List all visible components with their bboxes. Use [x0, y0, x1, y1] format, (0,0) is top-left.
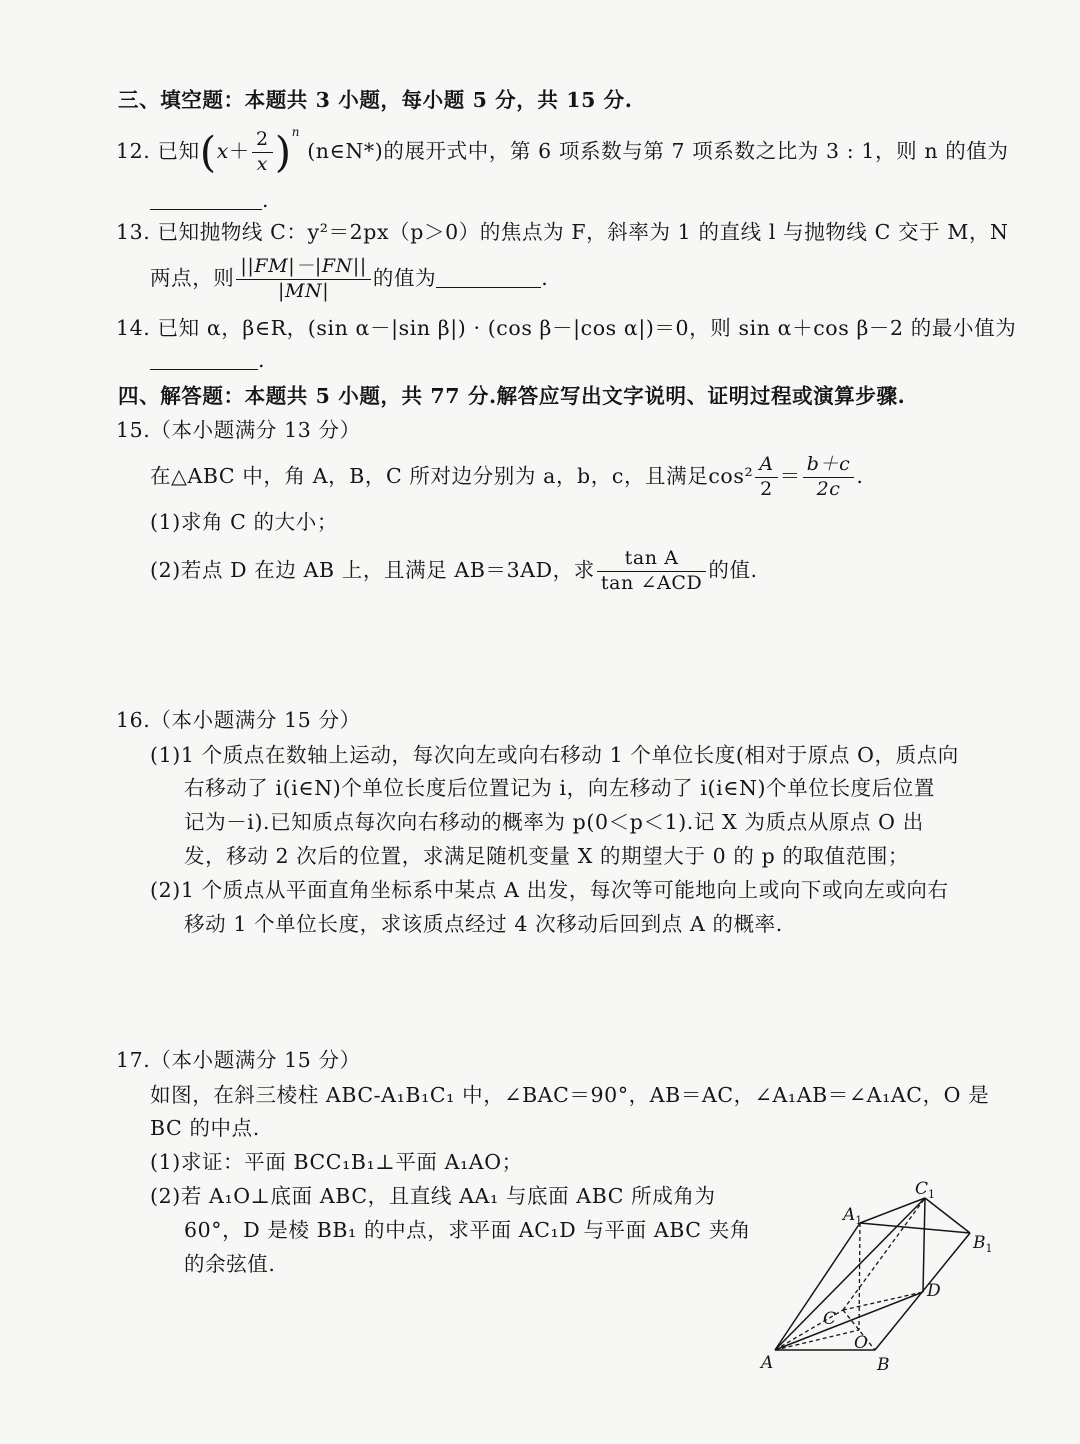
q17-line2: BC 的中点.: [150, 1116, 260, 1140]
q15-frac-tan-num: tan A: [597, 548, 706, 572]
question-13: [116, 222, 1009, 243]
q16-header: 16.（本小题满分 15 分）: [116, 708, 361, 732]
q15-frac-tan: [597, 548, 706, 595]
q15-frac-b-den: 2c: [816, 477, 841, 500]
q13-frac-num: ||FM|－|FN||: [236, 256, 370, 280]
q12-number: 12.: [116, 139, 151, 163]
q14-end: .: [258, 348, 266, 372]
q15-equals: ＝: [779, 463, 801, 488]
q16-line5: (2)1 个质点从平面直角坐标系中某点 A 出发，每次等可能地向上或向下或向左或向右: [150, 878, 949, 902]
q16-line3: 记为－i).已知质点每次向右移动的概率为 p(0＜p＜1).记 X 为质点从原点 O 出: [184, 810, 924, 834]
q12-exponent: n: [291, 125, 301, 139]
q15-frac-tan-den: tan ∠ACD: [600, 571, 703, 594]
label-D: D: [927, 1281, 941, 1301]
q12-paren-left: (: [199, 127, 217, 177]
segment-AD: [775, 1292, 923, 1350]
q17-line1: 如图，在斜三棱柱 ABC-A₁B₁C₁ 中，∠BAC＝90°，AB＝AC，∠A₁AB＝∠A₁AC，O 是: [150, 1083, 990, 1107]
q12-frac-num: 2: [252, 129, 273, 153]
label-B: B: [877, 1355, 890, 1375]
q17-part2-line1: (2)若 A₁O⊥底面 ABC，且直线 AA₁ 与底面 ABC 所成角为: [150, 1184, 716, 1208]
q15-frac-a: [755, 454, 777, 501]
label-C: C: [823, 1309, 837, 1329]
q12-fraction: [252, 129, 273, 176]
q15-stem-text: 在△ABC 中，角 A，B，C 所对边分别为 a，b，c，且满足cos²: [150, 463, 754, 488]
q12-frac-den: x: [256, 153, 269, 175]
q14-line1: 已知 α，β∈R，(sin α－|sin β|) · (cos β－|cos α|)＝0，则 sin α＋cos β－2 的最小值为: [157, 316, 1017, 340]
q13-line1: 已知抛物线 C：y²＝2px（p＞0）的焦点为 F，斜率为 1 的直线 l 与抛物线 C 交于 M，N: [157, 220, 1009, 244]
edge-A1B1: [860, 1223, 970, 1233]
q16-line2: 右移动了 i(i∈N)个单位长度后位置记为 i，向左移动了 i(i∈N)个单位长度后位置: [184, 776, 935, 800]
q17-header: 17.（本小题满分 15 分）: [116, 1048, 361, 1072]
q16-line4: 发，移动 2 次后的位置，求满足随机变量 X 的期望大于 0 的 p 的取值范围；: [184, 844, 910, 868]
label-B1: $B_1$: [973, 1233, 993, 1255]
q13-end: .: [541, 265, 549, 290]
q13-fraction: [236, 256, 370, 303]
q13-line2: [150, 256, 548, 303]
q13-frac-den: |MN|: [277, 279, 330, 302]
q13-number: 13.: [116, 220, 151, 244]
q15-header: 15.（本小题满分 13 分）: [116, 418, 361, 442]
q14-number: 14.: [116, 316, 151, 340]
prism-figure: [755, 1178, 1005, 1388]
q15-frac-b-num: b＋c: [803, 454, 855, 478]
q16-line6: 移动 1 个单位长度，求该质点经过 4 次移动后回到点 A 的概率.: [184, 912, 783, 936]
q15-part1: (1)求角 C 的大小；: [150, 510, 338, 534]
q12-answer-blank[interactable]: [150, 209, 262, 210]
q15-frac-a-num: A: [755, 454, 777, 478]
q17-part2-line3: 的余弦值.: [184, 1252, 276, 1276]
edge-AA1: [775, 1223, 860, 1350]
segment-A1O-hidden: [859, 1223, 860, 1330]
section3-heading: 三、填空题：本题共 3 小题，每小题 5 分，共 15 分.: [118, 88, 633, 112]
label-O: O: [854, 1333, 868, 1353]
edge-C1B1: [925, 1198, 970, 1233]
label-C1: $C_1$: [915, 1179, 936, 1201]
q12-answer-line: [150, 190, 269, 211]
q15-part2-end: 的值.: [708, 557, 758, 582]
label-A: A: [761, 1353, 774, 1373]
q12-text-b: 的展开式中，第 6 项系数与第 7 项系数之比为 3 : 1，则 n 的值为: [383, 139, 1009, 163]
q12-text-a: 已知: [157, 139, 200, 163]
label-A1: $A_1$: [843, 1205, 863, 1227]
q15-stem: [150, 454, 863, 501]
q16-line1: (1)1 个质点在数轴上运动，每次向左或向右移动 1 个单位长度(相对于原点 O，质点向: [150, 743, 959, 767]
q12-x: x: [216, 139, 229, 163]
segment-C1D: [923, 1198, 925, 1292]
q13-answer-blank[interactable]: [436, 287, 541, 288]
q12-plus: ＋: [228, 139, 251, 163]
q14-answer-blank[interactable]: [150, 369, 258, 370]
q14-answer-line: [150, 350, 265, 371]
q15-part2-text: (2)若点 D 在边 AB 上，且满足 AB＝3AD，求: [150, 557, 595, 582]
question-12: [116, 126, 1009, 176]
q15-part2: [150, 548, 758, 595]
q15-frac-a-den: 2: [760, 477, 773, 500]
question-14: [116, 318, 1016, 339]
section4-heading: 四、解答题：本题共 5 小题，共 77 分.解答应写出文字说明、证明过程或演算步骤.: [118, 384, 906, 408]
q17-part2-line2: 60°，D 是棱 BB₁ 的中点，求平面 AC₁D 与平面 ABC 夹角: [184, 1218, 751, 1242]
q17-part1: (1)求证：平面 BCC₁B₁⊥平面 A₁AO；: [150, 1150, 523, 1174]
q12-condition: (n∈N*): [307, 139, 384, 163]
q12-paren-right: ): [274, 127, 292, 177]
q12-end: .: [262, 188, 270, 212]
q13-text-a: 两点，则: [150, 265, 235, 290]
q15-frac-b: [803, 454, 855, 501]
q15-dot: .: [856, 463, 864, 488]
q13-text-b: 的值为: [372, 265, 437, 290]
